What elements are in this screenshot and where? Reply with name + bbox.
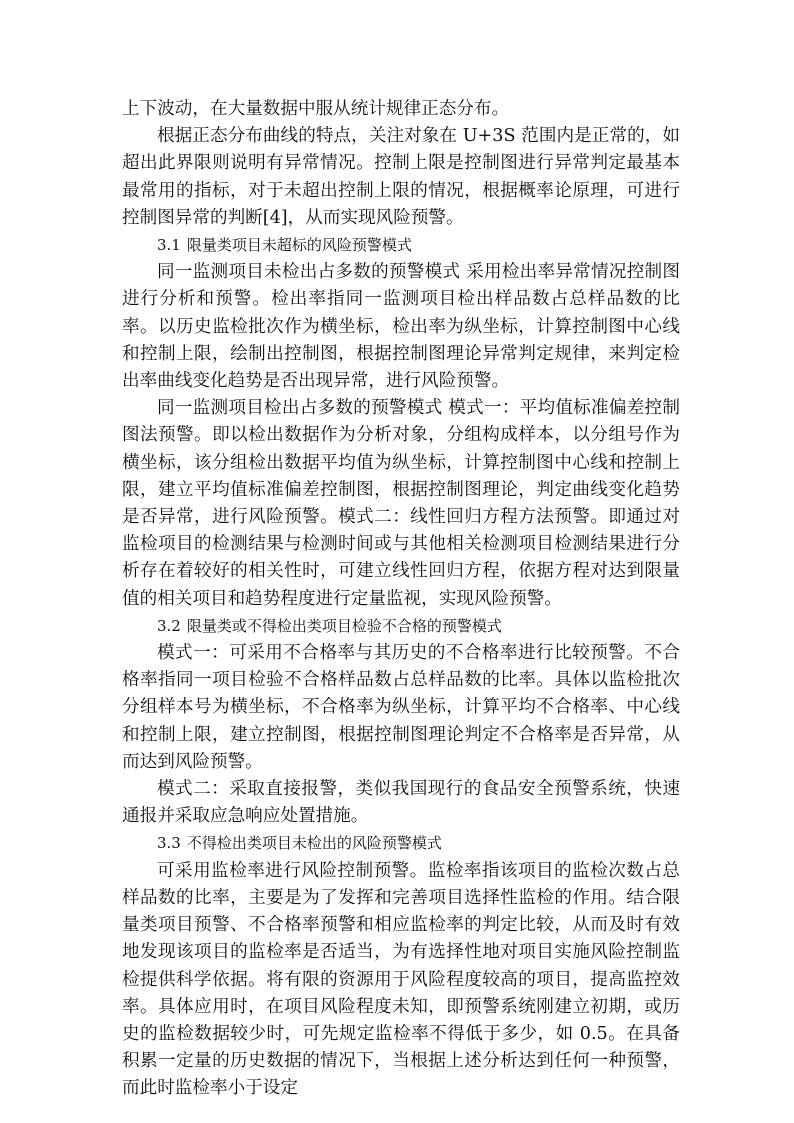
section-title: 限量类项目未超标的风险预警模式 (186, 236, 412, 255)
section-number: 3.1 (157, 236, 181, 255)
paragraph-inspection-rate: 可采用监检率进行风险控制预警。监检率指该项目的监检次数占总样品数的比率，主要是为了发挥和完善项目选择性监检的作用。结合限量类项目预警、不合格率预警和相应监检率的判定比较，从而及时有效地发现该项目的监检率是否适当，为有选择性地对项目实施风险控制监检提供科学依据。将有限的资源用于风险程度较高的项目，提高监控效率。具体应用时，在项目风险程度未知，即预警系统刚建立初期，或历史的监检数据较少时，可先规定监检率不得低于多少，如 0.5。在具备积累一定量的历史数据的情况下，当根据上述分析达到任何一种预警，而此时监检率小于设定 (122, 860, 680, 1099)
section-title: 不得检出类项目未检出的风险预警模式 (186, 834, 442, 853)
paragraph-detection-rate: 同一监测项目未检出占多数的预警模式 采用检出率异常情况控制图进行分析和预警。检出率指同一监测项目检出样品数占总样品数的比率。以历史监检批次作为横坐标，检出率为纵坐标，计算控制图中心线和控制上限，绘制出控制图，根据控制图理论异常判定规律，来判定检出率曲线变化趋势是否出现异常，进行风险预警。 (122, 262, 680, 392)
section-number: 3.2 (157, 616, 181, 635)
section-heading-3-1 (122, 232, 680, 259)
section-heading-3-3 (122, 830, 680, 857)
document-body (122, 96, 680, 1103)
paragraph-detection-majority: 同一监测项目检出占多数的预警模式 模式一：平均值标准偏差控制图法预警。即以检出数据作为分析对象，分组构成样本，以分组号作为横坐标，该分组检出数据平均值为纵坐标，计算控制图中心线和控制上限，建立平均值标准偏差控制图，根据控制图理论，判定曲线变化趋势是否异常，进行风险预警。模式二：线性回归方程方法预警。即通过对监检项目的检测结果与检测时间或与其他相关检测项目检测结果进行分析存在着较好的相关性时，可建立线性回归方程，依据方程对达到限量值的相关项目和趋势程度进行定量监视，实现风险预警。 (122, 398, 680, 609)
section-title: 限量类或不得检出类项目检验不合格的预警模式 (186, 616, 502, 635)
paragraph-mode-one: 模式一：可采用不合格率与其历史的不合格率进行比较预警。不合格率指同一项目检验不合格样品数占总样品数的比率。具体以监检批次分组样本号为横坐标，不合格率为纵坐标，计算平均不合格率、中心线和控制上限，建立控制图，根据控制图理论判定不合格率是否异常，从而达到风险预警。 (122, 643, 680, 772)
section-heading-3-2 (122, 613, 680, 640)
paragraph-mode-two: 模式二：采取直接报警，类似我国现行的食品安全预警系统，快速通报并采取应急响应处置措施。 (122, 779, 680, 827)
paragraph-normal-distribution: 根据正态分布曲线的特点，关注对象在 U+3S 范围内是正常的，如超出此界限则说明有异常情况。控制上限是控制图进行异常判定最基本最常用的指标，对于未超出控制上限的情况，根据概率论原理，可进行控制图异常的判断[4]，从而实现风险预警。 (122, 126, 680, 228)
section-number: 3.3 (157, 834, 181, 853)
paragraph-continuation: 上下波动，在大量数据中服从统计规律正态分布。 (122, 99, 510, 119)
